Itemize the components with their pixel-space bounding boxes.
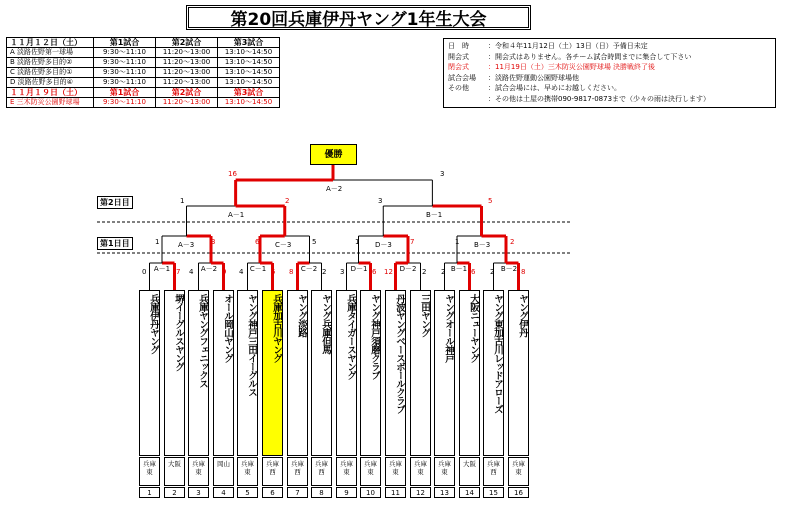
info-other-value-2: ：その他は土屋の携帯090-9817-0873まで（少々の雨は決行します） [488,94,711,103]
day2-label: 第2日目 [97,196,133,209]
team-number: 8 [311,487,332,498]
match-label: B－3 [474,241,491,249]
team-region: 兵庫東 [508,457,529,486]
score-r1: 4 [239,268,244,276]
time-cell: 11:20～13:00 [156,68,218,78]
schedule-header-date: １１月１２日（土） [7,38,94,48]
team-number: 5 [237,487,258,498]
schedule-header2-game2: 第2試合 [156,88,218,98]
team-region: 兵庫東 [434,457,455,486]
score-qf: 6 [255,238,260,246]
time-cell: 11:20～13:00 [156,48,218,58]
team-name: 丹波ヤングベースボールクラブ [385,290,406,456]
team-number: 6 [262,487,283,498]
team-name: ヤング神戸三田イーグルス [237,290,258,456]
team-number: 9 [336,487,357,498]
team-number: 11 [385,487,406,498]
team-name: オール岡山ヤング [213,290,234,456]
team-number: 2 [164,487,185,498]
team-region: 兵庫東 [385,457,406,486]
team-region: 兵庫東 [360,457,381,486]
score-qf: 7 [410,238,415,246]
score-r1: 2 [322,268,327,276]
time-cell: 13:10～14:50 [218,78,280,88]
info-other-value: ：試合会場には、早めにお越しください。 [488,84,621,92]
team-number: 3 [188,487,209,498]
champion-box: 優勝 [310,144,357,165]
team-region: 兵庫東 [410,457,431,486]
time-cell: 9:30～11:10 [94,58,156,68]
team-region: 兵庫西 [311,457,332,486]
info-closing-value: ：11月19日（土）三木防災公園野球場 決勝戦終了後 [488,63,656,71]
team-name: ヤング東加古川レッドアローズ [483,290,504,456]
match-label: D－1 [350,265,368,273]
score-r1: 2 [422,268,427,276]
team-name: 三田ヤング [410,290,431,456]
score-sf: 5 [488,197,493,205]
schedule-header2-game3: 第3試合 [218,88,280,98]
team-number: 16 [508,487,529,498]
score-qf: 1 [155,238,160,246]
time-cell: 13:10～14:50 [218,48,280,58]
team-name: 兵庫タイガースヤング [336,290,357,456]
venue-cell: D 淡路佐野多目的④ [7,78,94,88]
score-r1: 6 [471,268,476,276]
match-label: B－2 [500,265,518,273]
match-label: A－1 [153,265,171,273]
team-region: 兵庫西 [262,457,283,486]
info-venue-label: 試合会場 [448,73,476,82]
match-label: B－1 [426,211,443,219]
team-number: 12 [410,487,431,498]
score-r1: 7 [176,268,181,276]
team-name: 兵庫伊丹ヤング [139,290,160,456]
team-region: 兵庫東 [237,457,258,486]
time-cell: 13:10～14:50 [218,68,280,78]
venue-cell: C 淡路佐野多目的① [7,68,94,78]
schedule-header2-game1: 第1試合 [94,88,156,98]
time-cell: 11:20～13:00 [156,58,218,68]
time-cell: 11:20～13:00 [156,98,218,108]
team-region: 兵庫東 [139,457,160,486]
score-r1: 8 [289,268,294,276]
venue-cell: A 淡路佐野第一球場 [7,48,94,58]
schedule-header-game2: 第2試合 [156,38,218,48]
time-cell: 13:10～14:50 [218,98,280,108]
team-name: ヤング兵庫但馬 [311,290,332,456]
info-other-label: その他 [448,84,469,92]
score-qf: 1 [355,238,360,246]
team-name: ヤング神戸須磨クラブ [360,290,381,456]
score-sf: 1 [180,197,185,205]
score-qf: 1 [455,238,460,246]
match-label: D－3 [375,241,392,249]
score-sf: 2 [285,197,290,205]
time-cell: 9:30～11:10 [94,78,156,88]
score-r1: 2 [441,268,446,276]
info-date-label: 日 時 [448,42,469,50]
team-name: 堺イーグルスヤング [164,290,185,456]
team-number: 13 [434,487,455,498]
team-name: ヤングオール神戸 [434,290,455,456]
day1-label: 第1日目 [97,237,133,250]
venue-cell: B 淡路佐野多目的② [7,58,94,68]
team-region: 兵庫東 [336,457,357,486]
match-label: B－1 [450,265,468,273]
score-qf: 3 [211,238,216,246]
match-label: A－2 [200,265,218,273]
info-venue-value: ：淡路佐野運動公園野球場他 [488,73,579,82]
score-sf: 3 [378,197,383,205]
time-cell: 9:30～11:10 [94,48,156,58]
score-qf: 5 [312,238,317,246]
team-region: 兵庫西 [483,457,504,486]
match-label: D－2 [399,265,417,273]
team-region: 兵庫西 [287,457,308,486]
team-name: ヤング淡路 [287,290,308,456]
schedule-header2-date: １１月１９日（土） [7,88,94,98]
score-r1: 12 [384,268,393,276]
match-label: A－3 [178,241,195,249]
time-cell: 11:20～13:00 [156,78,218,88]
score-r1: 3 [340,268,345,276]
time-cell: 9:30～11:10 [94,98,156,108]
score-r1: 5 [271,268,276,276]
score-r1: 0 [142,268,147,276]
info-opening-label: 開会式 [448,52,469,61]
team-name: 大阪ニューヤング [459,290,480,456]
time-cell: 9:30～11:10 [94,68,156,78]
team-number: 10 [360,487,381,498]
time-cell: 13:10～14:50 [218,58,280,68]
score-final: 3 [440,170,445,178]
team-number: 14 [459,487,480,498]
team-region: 大阪 [164,457,185,486]
match-label: A－2 [326,185,343,193]
match-label: A－1 [228,211,245,219]
match-label: C－3 [275,241,292,249]
info-closing-label: 閉会式 [448,63,469,71]
team-number: 4 [213,487,234,498]
page-title: 第20回兵庫伊丹ヤング1年生大会 [186,5,531,30]
venue-cell: E 三木防災公園野球場 [7,98,94,108]
info-date-value: ：令和４年11月12日（土）13日（日）予備日未定 [488,42,648,50]
match-label: C－1 [249,265,267,273]
score-qf: 2 [510,238,515,246]
team-number: 7 [287,487,308,498]
team-number: 15 [483,487,504,498]
match-label: C－2 [300,265,318,273]
score-r1: 6 [372,268,377,276]
score-r1: 8 [521,268,526,276]
team-name: ヤング伊丹 [508,290,529,456]
team-name: 兵庫ヤングフェニックス [188,290,209,456]
score-r1: 9 [222,268,227,276]
score-final: 16 [228,170,237,178]
schedule-header-game1: 第1試合 [94,38,156,48]
team-region: 岡山 [213,457,234,486]
team-name: 兵庫加古川ヤング [262,290,283,456]
score-r1: 2 [490,268,495,276]
team-region: 大阪 [459,457,480,486]
score-r1: 4 [189,268,194,276]
team-region: 兵庫東 [188,457,209,486]
team-number: 1 [139,487,160,498]
schedule-header-game3: 第3試合 [218,38,280,48]
info-opening-value: ：開会式はありません。各チーム試合時間までに集合して下さい [488,52,692,61]
